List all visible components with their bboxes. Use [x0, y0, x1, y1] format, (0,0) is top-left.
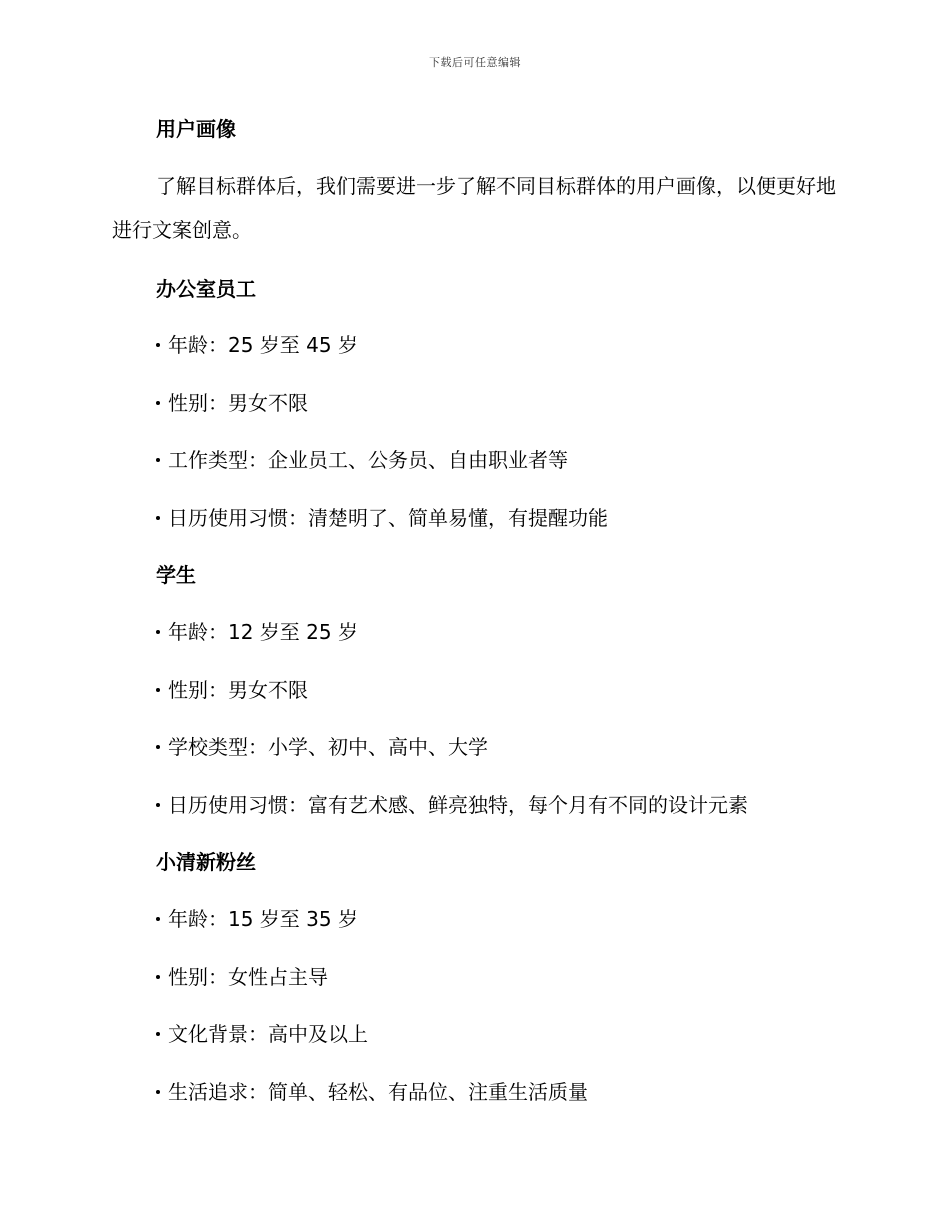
bullet-icon	[156, 1032, 160, 1036]
list-item-text: 工作类型：企业员工、公务员、自由职业者等	[168, 448, 568, 472]
document-title: 用户画像	[156, 117, 236, 141]
list-item	[156, 1020, 368, 1048]
list-item	[156, 791, 748, 819]
bullet-icon	[156, 917, 160, 921]
list-item	[156, 905, 358, 933]
list-item	[156, 389, 308, 417]
list-item	[156, 331, 358, 359]
bullet-icon	[156, 516, 160, 520]
list-item-text: 年龄：25 岁至 45 岁	[168, 333, 358, 357]
bullet-icon	[156, 458, 160, 462]
bullet-icon	[156, 401, 160, 405]
bullet-icon	[156, 343, 160, 347]
section-heading-office-workers: 办公室员工	[156, 277, 256, 301]
list-item	[156, 504, 608, 532]
list-item	[156, 446, 568, 474]
list-item-text: 文化背景：高中及以上	[168, 1022, 368, 1046]
list-item-text: 学校类型：小学、初中、高中、大学	[168, 735, 488, 759]
list-item	[156, 676, 308, 704]
page-header: 下载后可任意编辑	[429, 56, 521, 69]
bullet-icon	[156, 1090, 160, 1094]
list-item-text: 性别：男女不限	[168, 391, 308, 415]
bullet-icon	[156, 745, 160, 749]
list-item-text: 年龄：15 岁至 35 岁	[168, 907, 358, 931]
bullet-icon	[156, 975, 160, 979]
list-item-text: 生活追求：简单、轻松、有品位、注重生活质量	[168, 1080, 588, 1104]
list-item-text: 年龄：12 岁至 25 岁	[168, 620, 358, 644]
bullet-icon	[156, 803, 160, 807]
intro-paragraph: 了解目标群体后，我们需要进一步了解不同目标群体的用户画像，以便更好地进行文案创意。	[112, 174, 836, 242]
list-item-text: 日历使用习惯：富有艺术感、鲜亮独特，每个月有不同的设计元素	[168, 793, 748, 817]
list-item-text: 日历使用习惯：清楚明了、简单易懂，有提醒功能	[168, 506, 608, 530]
list-item-text: 性别：男女不限	[168, 678, 308, 702]
bullet-icon	[156, 688, 160, 692]
list-item	[156, 963, 328, 991]
list-item	[156, 733, 488, 761]
bullet-icon	[156, 630, 160, 634]
list-item-text: 性别：女性占主导	[168, 965, 328, 989]
list-item	[156, 618, 358, 646]
section-heading-fresh-style-fans: 小清新粉丝	[156, 850, 256, 874]
section-heading-students: 学生	[156, 563, 196, 587]
list-item	[156, 1078, 588, 1106]
